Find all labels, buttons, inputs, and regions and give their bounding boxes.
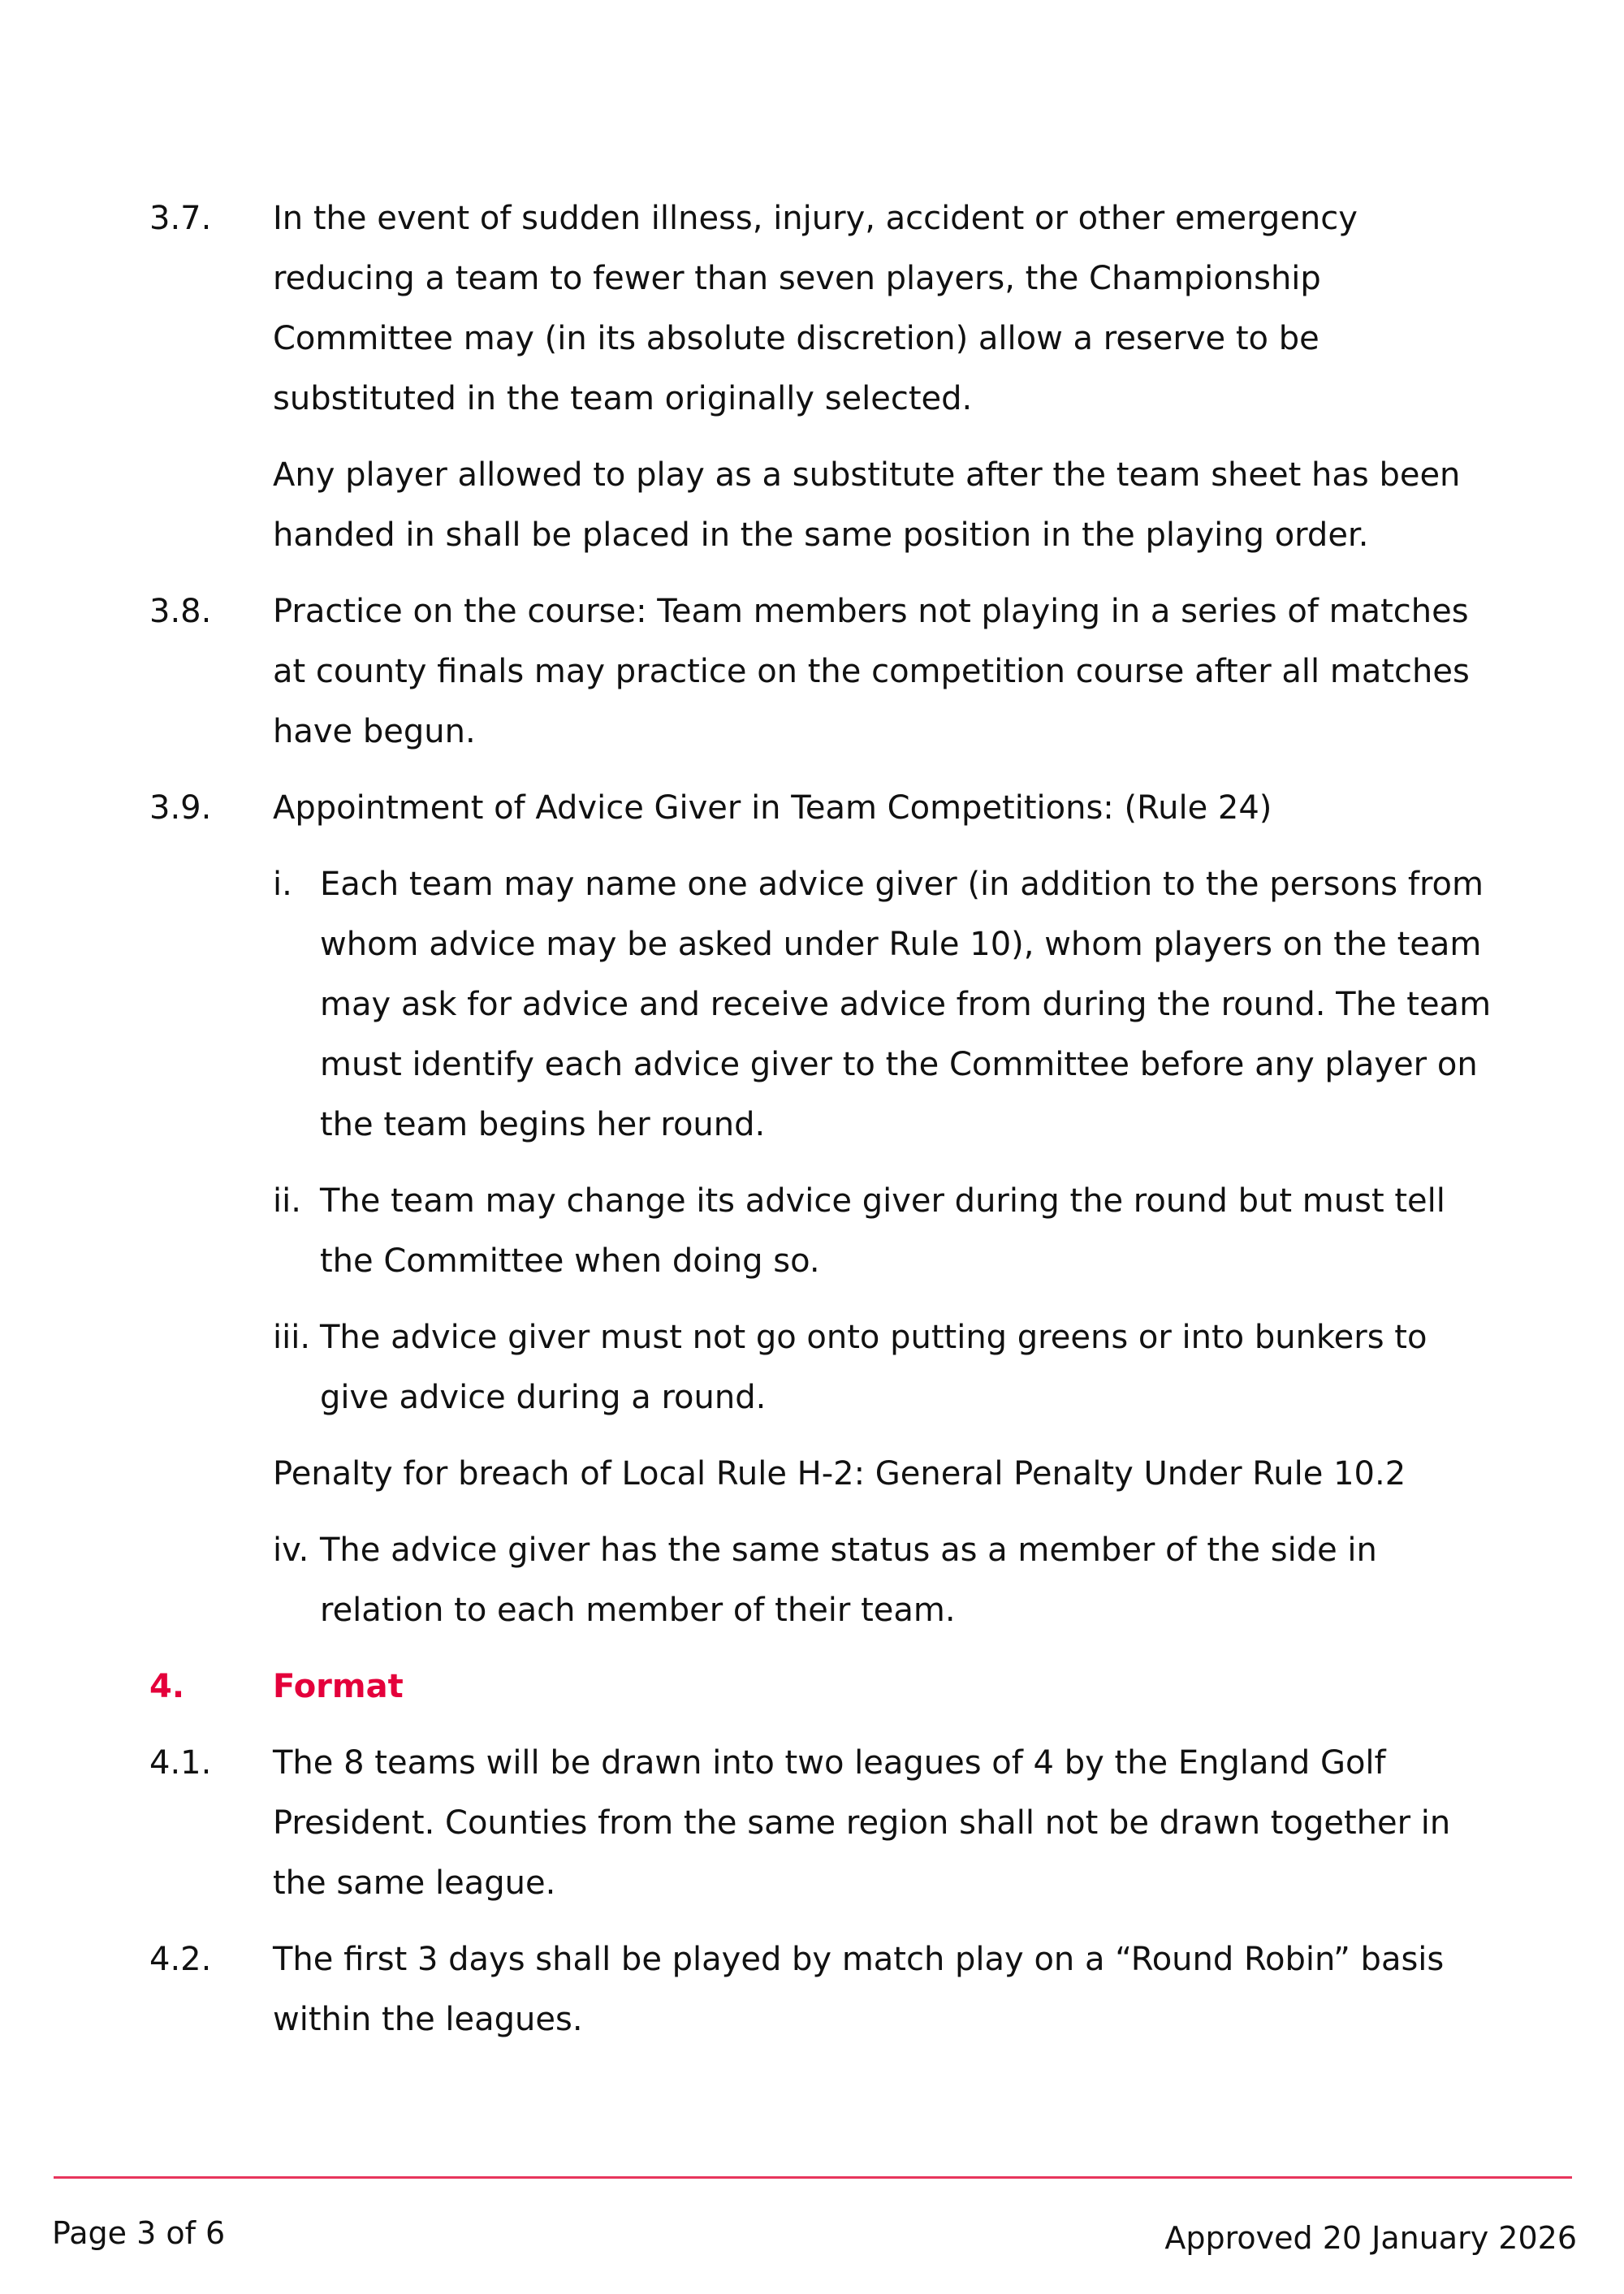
subitem-text: Each team may name one advice giver (in addition to the persons from whom advice may be asked under Rule 10), whom players on the team may ask for advice and receive advice from during the round. The team must identify each advice giver to the Committee before any player on the team begins her round.	[320, 866, 1492, 1143]
clause-number: 3.7.	[149, 200, 212, 237]
subitem	[273, 1520, 1497, 1640]
subitem	[273, 1307, 1497, 1428]
clause-4-2	[149, 1929, 1497, 2050]
subitem-number: iii.	[273, 1319, 311, 1356]
section-number: 4.	[149, 1668, 185, 1705]
page-number: Page 3 of 6	[52, 2215, 226, 2251]
approval-date: Approved 20 January 2026	[1164, 2220, 1577, 2256]
clause-3-8	[149, 581, 1497, 762]
clause-number: 3.8.	[149, 593, 212, 630]
document-body	[149, 188, 1497, 2066]
subitem-number: ii.	[273, 1182, 301, 1220]
subitem-number: i.	[273, 866, 292, 903]
penalty-text: Penalty for breach of Local Rule H-2: General Penalty Under Rule 10.2	[273, 1455, 1406, 1493]
subitem	[273, 854, 1497, 1155]
clause-3-9	[149, 778, 1497, 1640]
clause-3-7	[149, 188, 1497, 565]
subitem-text: The team may change its advice giver during the round but must tell the Committee when doing so.	[320, 1182, 1445, 1280]
clause-number: 4.2.	[149, 1941, 212, 1978]
subitem-text: The advice giver has the same status as a member of the side in relation to each member of their team.	[320, 1531, 1377, 1629]
clause-text: Practice on the course: Team members not playing in a series of matches at county finals may practice on the competition course after all matches have begun.	[273, 593, 1470, 750]
clause-number: 4.1.	[149, 1744, 212, 1782]
clause-text: The 8 teams will be drawn into two leagues of 4 by the England Golf President. Counties from the same region shall not be drawn together in the same league.	[273, 1744, 1451, 1902]
clause-text: In the event of sudden illness, injury, accident or other emergency reducing a team to fewer than seven players, the Championship Committee may (in its absolute discretion) allow a reserve to be substituted in the team originally selected.	[273, 200, 1358, 417]
clause-number: 3.9.	[149, 789, 212, 827]
section-heading-format	[149, 1657, 1497, 1717]
section-title: Format	[273, 1668, 404, 1705]
subitem-text: The advice giver must not go onto putting greens or into bunkers to give advice during a round.	[320, 1319, 1427, 1416]
clause-text: Appointment of Advice Giver in Team Competitions: (Rule 24)	[273, 789, 1272, 827]
subitem-number: iv.	[273, 1531, 309, 1569]
footer-divider	[54, 2176, 1572, 2179]
clause-text: The first 3 days shall be played by match play on a “Round Robin” basis within the leagues.	[273, 1941, 1445, 2038]
clause-4-1	[149, 1733, 1497, 1913]
clause-text: Any player allowed to play as a substitute after the team sheet has been handed in shall be placed in the same position in the playing order.	[273, 456, 1461, 554]
subitem	[273, 1171, 1497, 1291]
